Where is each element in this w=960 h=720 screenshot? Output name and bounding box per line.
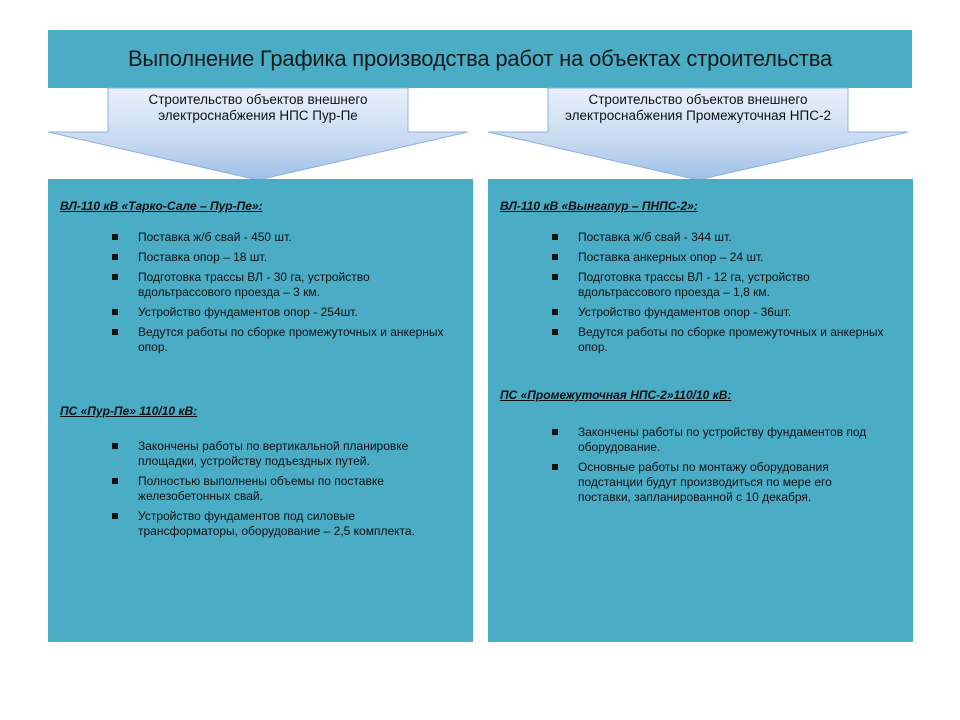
bullet-icon [552,274,558,280]
arrow-left [48,86,468,182]
item-list [500,425,901,505]
item-list [60,439,461,539]
item-list [500,230,901,355]
list-item: Устройство фундаментов опор - 254шт. [138,305,461,320]
title-bar [48,30,912,88]
section-heading: ПС «Пур-Пе» 110/10 кВ: [60,404,198,418]
list-item: Поставка ж/б свай - 344 шт. [578,230,901,245]
list-item: Поставка анкерных опор – 24 шт. [578,250,901,265]
panel-right [488,179,913,642]
bullet-icon [552,329,558,335]
arrow-left-label: Строительство объектов внешнего электроснабжения НПС Пур-Пе [148,92,368,123]
bullet-icon [112,234,118,240]
list-item: Ведутся работы по сборке промежуточных и анкерных опор. [138,325,461,355]
panel-left [48,179,473,642]
bullet-icon [112,274,118,280]
section-heading: ПС «Промежуточная НПС-2»110/10 кВ: [500,388,732,402]
list-item: Устройство фундаментов под силовые трансформаторы, оборудование – 2,5 комплекта. [138,509,461,539]
section-heading: ВЛ-110 кВ «Тарко-Сале – Пур-Пе»: [60,199,263,213]
bullet-icon [112,309,118,315]
bullet-icon [112,254,118,260]
list-item: Подготовка трассы ВЛ - 12 га, устройство вдольтрассового проезда – 1,8 км. [578,270,901,300]
list-item: Подготовка трассы ВЛ - 30 га, устройство вдольтрассового проезда – 3 км. [138,270,461,300]
spacer [60,360,461,404]
list-item: Закончены работы по устройству фундаментов под оборудование. [578,425,901,455]
list-item: Устройство фундаментов опор - 36шт. [578,305,901,320]
bullet-icon [552,309,558,315]
list-item: Поставка опор – 18 шт. [138,250,461,265]
item-list [60,230,461,355]
bullet-icon [552,254,558,260]
list-item: Основные работы по монтажу оборудования подстанции будут производиться по мере его поставки, запланированной с 10 декабря. [578,460,901,505]
list-item: Ведутся работы по сборке промежуточных и анкерных опор. [578,325,901,355]
arrow-right-label: Строительство объектов внешнего электроснабжения Промежуточная НПС-2 [565,92,831,123]
bullet-icon [552,464,558,470]
list-item: Поставка ж/б свай - 450 шт. [138,230,461,245]
spacer [500,360,901,388]
bullet-icon [112,329,118,335]
arrow-right [488,86,908,182]
page-title: Выполнение Графика производства работ на объектах строительства [127,46,833,71]
bullet-icon [112,513,118,519]
list-item: Закончены работы по вертикальной планировке площадки, устройству подъездных путей. [138,439,461,469]
bullet-icon [112,478,118,484]
section-heading: ВЛ-110 кВ «Вынгапур – ПНПС-2»: [500,199,698,213]
bullet-icon [552,429,558,435]
list-item: Полностью выполнены объемы по поставке железобетонных свай. [138,474,461,504]
bullet-icon [552,234,558,240]
bullet-icon [112,443,118,449]
